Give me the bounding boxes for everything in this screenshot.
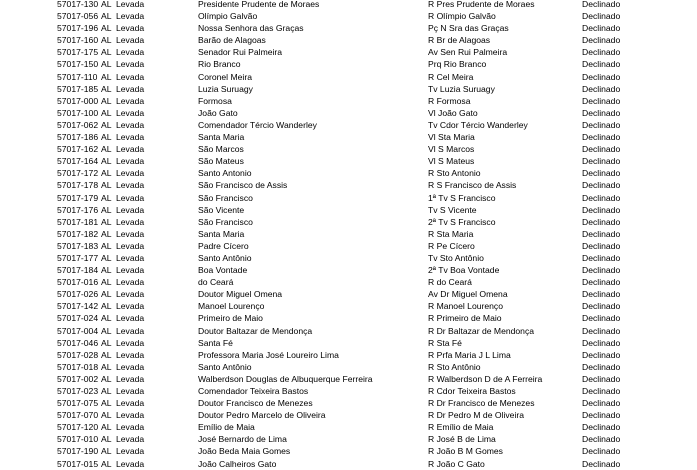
status-cell: Declinado [582,119,621,130]
street-name-cell: Santa Fé [198,337,233,348]
status-cell: Declinado [582,313,621,324]
status-cell: Declinado [582,349,621,360]
status-cell: Declinado [582,373,621,384]
status-cell: Declinado [582,11,621,22]
city-cell: Levada [116,373,145,384]
street-name-cell: Formosa [198,95,232,106]
city-cell: Levada [116,228,145,239]
cep-cell: 57017-024 [57,313,99,324]
city-cell: Levada [116,301,145,312]
street-name-cell: João Gato [198,107,238,118]
table-row [0,325,697,337]
cep-cell: 57017-056 [57,11,99,22]
street-name-cell: Senador Rui Palmeira [198,47,283,58]
street-abbreviation-cell: Vl Sta Maria [428,132,475,143]
state-cell: AL [101,71,112,82]
table-row [0,119,697,131]
status-cell: Declinado [582,361,621,372]
table-row [0,216,697,228]
state-cell: AL [101,59,112,70]
street-abbreviation-cell: R Primeiro de Maio [428,313,502,324]
street-name-cell: Doutor Miguel Omena [198,289,283,300]
cep-cell: 57017-028 [57,349,99,360]
city-cell: Levada [116,23,145,34]
cep-cell: 57017-184 [57,265,99,276]
table-row [0,252,697,264]
cep-cell: 57017-002 [57,373,99,384]
cep-cell: 57017-062 [57,119,99,130]
city-cell: Levada [116,289,145,300]
street-abbreviation-cell: R Cel Meira [428,71,474,82]
street-abbreviation-cell: R Sto Antonio [428,168,481,179]
status-cell: Declinado [582,180,621,191]
table-row [0,192,697,204]
city-cell: Levada [116,361,145,372]
status-cell: Declinado [582,216,621,227]
street-name-cell: Comendador Tércio Wanderley [198,119,317,130]
cep-cell: 57017-070 [57,410,99,421]
state-cell: AL [101,398,112,409]
street-name-cell: Olímpio Galvão [198,11,258,22]
street-abbreviation-cell: R Sta Fé [428,337,462,348]
street-abbreviation-cell: R S Francisco de Assis [428,180,517,191]
street-abbreviation-cell: R João C Gato [428,458,485,469]
table-row [0,107,697,119]
city-cell: Levada [116,386,145,396]
street-abbreviation-cell: R José B de Lima [428,434,496,445]
city-cell: Levada [116,265,145,276]
state-cell: AL [101,95,112,106]
cep-cell: 57017-183 [57,240,99,251]
city-cell: Levada [116,252,145,263]
street-name-cell: Santa Maria [198,228,245,239]
cep-cell: 57017-181 [57,216,99,227]
status-cell: Declinado [582,95,621,106]
status-cell: Declinado [582,337,621,348]
state-cell: AL [101,240,112,251]
street-name-cell: João Calheiros Gato [198,458,277,469]
cep-cell: 57017-185 [57,83,99,94]
city-cell: Levada [116,337,145,348]
status-cell: Declinado [582,301,621,312]
city-cell: Levada [116,59,145,70]
table-row [0,373,697,385]
table-row [0,385,697,397]
status-cell: Declinado [582,410,621,421]
city-cell: Levada [116,204,145,215]
status-cell: Declinado [582,107,621,118]
state-cell: AL [101,446,112,457]
table-row [0,337,697,349]
cep-cell: 57017-164 [57,156,99,167]
state-cell: AL [101,313,112,324]
status-cell: Declinado [582,422,621,433]
state-cell: AL [101,132,112,143]
table-row [0,288,697,300]
status-cell: Declinado [582,240,621,251]
status-cell: Declinado [582,398,621,409]
cep-cell: 57017-162 [57,144,99,155]
status-cell: Declinado [582,252,621,263]
table-row [0,155,697,167]
state-cell: AL [101,325,112,336]
table-row [0,409,697,421]
status-cell: Declinado [582,265,621,276]
table-row [0,95,697,107]
state-cell: AL [101,277,112,288]
street-abbreviation-cell: R do Ceará [428,277,472,288]
city-cell: Levada [116,168,145,179]
street-name-cell: Coronel Meira [198,71,252,82]
street-abbreviation-cell: R Dr Baltazar de Mendonça [428,325,535,336]
cep-cell: 57017-015 [57,458,99,469]
status-cell: Declinado [582,228,621,239]
street-abbreviation-cell: R Prfa Maria J L Lima [428,349,511,360]
status-cell: Declinado [582,204,621,215]
state-cell: AL [101,168,112,179]
cep-cell: 57017-175 [57,47,99,58]
table-row [0,34,697,46]
state-cell: AL [101,434,112,445]
state-cell: AL [101,373,112,384]
street-name-cell: Doutor Francisco de Menezes [198,398,313,409]
city-cell: Levada [116,349,145,360]
street-abbreviation-cell: R Pe Cícero [428,240,475,251]
street-abbreviation-cell: R Br de Alagoas [428,35,491,46]
city-cell: Levada [116,325,145,336]
street-name-cell: João Beda Maia Gomes [198,446,291,457]
street-abbreviation-cell: R Manoel Lourenço [428,301,504,312]
state-cell: AL [101,361,112,372]
city-cell: Levada [116,410,145,421]
street-name-cell: Santo Antônio [198,252,252,263]
table-row [0,58,697,70]
street-name-cell: São Francisco de Assis [198,180,288,191]
state-cell: AL [101,349,112,360]
city-cell: Levada [116,422,145,433]
status-cell: Declinado [582,446,621,457]
street-name-cell: São Marcos [198,144,244,155]
street-name-cell: São Vicente [198,204,245,215]
status-cell: Declinado [582,458,621,469]
street-abbreviation-cell: R Emílio de Maia [428,422,494,433]
state-cell: AL [101,83,112,94]
state-cell: AL [101,180,112,191]
city-cell: Levada [116,458,145,469]
street-abbreviation-cell: 2ª Tv S Francisco [428,216,496,227]
street-name-cell: Walberdson Douglas de Albuquerque Ferreira [198,373,373,384]
city-cell: Levada [116,71,145,82]
state-cell: AL [101,107,112,118]
street-name-cell: Santo Antônio [198,361,252,372]
table-row [0,167,697,179]
street-abbreviation-cell: Vl S Mateus [428,156,475,167]
table-row [0,300,697,312]
street-name-cell: Professora Maria José Loureiro Lima [198,349,339,360]
city-cell: Levada [116,156,145,167]
table-row [0,264,697,276]
state-cell: AL [101,252,112,263]
street-name-cell: do Ceará [198,277,234,288]
city-cell: Levada [116,47,145,58]
table-row [0,71,697,83]
city-cell: Levada [116,144,145,155]
city-cell: Levada [116,0,145,9]
state-cell: AL [101,144,112,155]
status-cell: Declinado [582,132,621,143]
table-row [0,204,697,216]
street-name-cell: Luzia Suruagy [198,83,253,94]
street-abbreviation-cell: R Olímpio Galvão [428,11,496,22]
cep-cell: 57017-196 [57,23,99,34]
street-name-cell: Nossa Senhora das Graças [198,23,304,34]
cep-cell: 57017-190 [57,446,99,457]
city-cell: Levada [116,119,145,130]
status-cell: Declinado [582,0,621,9]
table-row [0,397,697,409]
city-cell: Levada [116,240,145,251]
street-abbreviation-cell: Av Dr Miguel Omena [428,289,508,300]
street-abbreviation-cell: R João B M Gomes [428,446,503,457]
street-abbreviation-cell: Tv S Vicente [428,204,477,215]
state-cell: AL [101,289,112,300]
cep-cell: 57017-179 [57,192,99,203]
city-cell: Levada [116,132,145,143]
table-row [0,46,697,58]
cep-cell: 57017-000 [57,95,99,106]
city-cell: Levada [116,216,145,227]
street-abbreviation-cell: Prq Rio Branco [428,59,487,70]
state-cell: AL [101,386,112,396]
cep-cell: 57017-150 [57,59,99,70]
cep-cell: 57017-178 [57,180,99,191]
street-abbreviation-cell: Tv Luzia Suruagy [428,83,495,94]
table-row [0,458,697,470]
street-abbreviation-cell: Tv Cdor Tércio Wanderley [428,119,528,130]
status-cell: Declinado [582,59,621,70]
city-cell: Levada [116,192,145,203]
city-cell: Levada [116,446,145,457]
street-abbreviation-cell: Vl João Gato [428,107,478,118]
state-cell: AL [101,119,112,130]
table-row [0,433,697,445]
table-row [0,276,697,288]
status-cell: Declinado [582,434,621,445]
street-name-cell: Boa Vontade [198,265,248,276]
state-cell: AL [101,156,112,167]
state-cell: AL [101,337,112,348]
cep-cell: 57017-046 [57,337,99,348]
city-cell: Levada [116,83,145,94]
street-abbreviation-cell: Vl S Marcos [428,144,475,155]
status-cell: Declinado [582,168,621,179]
city-cell: Levada [116,95,145,106]
state-cell: AL [101,47,112,58]
state-cell: AL [101,228,112,239]
state-cell: AL [101,265,112,276]
cep-cell: 57017-018 [57,361,99,372]
table-row [0,228,697,240]
table-row [0,312,697,324]
state-cell: AL [101,192,112,203]
street-name-cell: Comendador Teixeira Bastos [198,386,309,396]
cep-cell: 57017-177 [57,252,99,263]
table-row [0,421,697,433]
street-abbreviation-cell: R Cdor Teixeira Bastos [428,386,516,396]
cep-cell: 57017-130 [57,0,99,9]
street-abbreviation-cell: 1ª Tv S Francisco [428,192,496,203]
status-cell: Declinado [582,192,621,203]
street-name-cell: Doutor Baltazar de Mendonça [198,325,313,336]
table-row [0,0,697,10]
street-abbreviation-cell: R Formosa [428,95,471,106]
street-name-cell: Emílio de Maia [198,422,255,433]
street-abbreviation-cell: 2ª Tv Boa Vontade [428,265,500,276]
cep-cell: 57017-023 [57,386,99,396]
street-name-cell: Rio Branco [198,59,241,70]
street-name-cell: Santa Maria [198,132,245,143]
street-abbreviation-cell: Tv Sto Antônio [428,252,484,263]
cep-cell: 57017-176 [57,204,99,215]
city-cell: Levada [116,11,145,22]
status-cell: Declinado [582,35,621,46]
street-name-cell: Presidente Prudente de Moraes [198,0,320,9]
city-cell: Levada [116,434,145,445]
table-row [0,143,697,155]
street-abbreviation-cell: R Sta Maria [428,228,474,239]
status-cell: Declinado [582,386,621,396]
cep-cell: 57017-142 [57,301,99,312]
cep-cell: 57017-100 [57,107,99,118]
status-cell: Declinado [582,71,621,82]
state-cell: AL [101,216,112,227]
street-abbreviation-cell: R Dr Pedro M de Oliveira [428,410,524,421]
cep-cell: 57017-004 [57,325,99,336]
status-cell: Declinado [582,156,621,167]
state-cell: AL [101,35,112,46]
street-abbreviation-cell: R Walberdson D de A Ferreira [428,373,543,384]
cep-cell: 57017-172 [57,168,99,179]
status-cell: Declinado [582,277,621,288]
table-row [0,10,697,22]
table-row [0,361,697,373]
table-row [0,445,697,457]
street-abbreviation-cell: R Sto Antônio [428,361,481,372]
street-name-cell: Primeiro de Maio [198,313,263,324]
table-row [0,22,697,34]
table-row [0,240,697,252]
city-cell: Levada [116,35,145,46]
cep-cell: 57017-120 [57,422,99,433]
city-cell: Levada [116,107,145,118]
state-cell: AL [101,458,112,469]
city-cell: Levada [116,398,145,409]
table-row [0,179,697,191]
status-cell: Declinado [582,289,621,300]
state-cell: AL [101,301,112,312]
street-abbreviation-cell: R Pres Prudente de Moraes [428,0,535,9]
street-abbreviation-cell: R Dr Francisco de Menezes [428,398,535,409]
street-name-cell: Padre Cícero [198,240,249,251]
cep-cell: 57017-016 [57,277,99,288]
cep-cell: 57017-186 [57,132,99,143]
state-cell: AL [101,11,112,22]
status-cell: Declinado [582,144,621,155]
status-cell: Declinado [582,325,621,336]
state-cell: AL [101,0,112,9]
cep-cell: 57017-075 [57,398,99,409]
street-name-cell: Barão de Alagoas [198,35,266,46]
street-name-cell: São Mateus [198,156,244,167]
street-name-cell: Doutor Pedro Marcelo de Oliveira [198,410,326,421]
street-abbreviation-cell: Pç N Sra das Graças [428,23,509,34]
state-cell: AL [101,204,112,215]
street-name-cell: Manoel Lourenço [198,301,265,312]
city-cell: Levada [116,313,145,324]
state-cell: AL [101,422,112,433]
table-row [0,131,697,143]
status-cell: Declinado [582,83,621,94]
street-name-cell: Santo Antonio [198,168,252,179]
table-row [0,83,697,95]
cep-cell: 57017-182 [57,228,99,239]
cep-cell: 57017-026 [57,289,99,300]
city-cell: Levada [116,180,145,191]
cep-cell: 57017-160 [57,35,99,46]
status-cell: Declinado [582,47,621,58]
cep-cell: 57017-110 [57,71,98,82]
city-cell: Levada [116,277,145,288]
street-abbreviation-cell: Av Sen Rui Palmeira [428,47,508,58]
street-name-cell: São Francisco [198,192,253,203]
table-row [0,349,697,361]
state-cell: AL [101,410,112,421]
status-cell: Declinado [582,23,621,34]
cep-cell: 57017-010 [57,434,99,445]
state-cell: AL [101,23,112,34]
street-name-cell: São Francisco [198,216,253,227]
street-name-cell: José Bernardo de Lima [198,434,287,445]
